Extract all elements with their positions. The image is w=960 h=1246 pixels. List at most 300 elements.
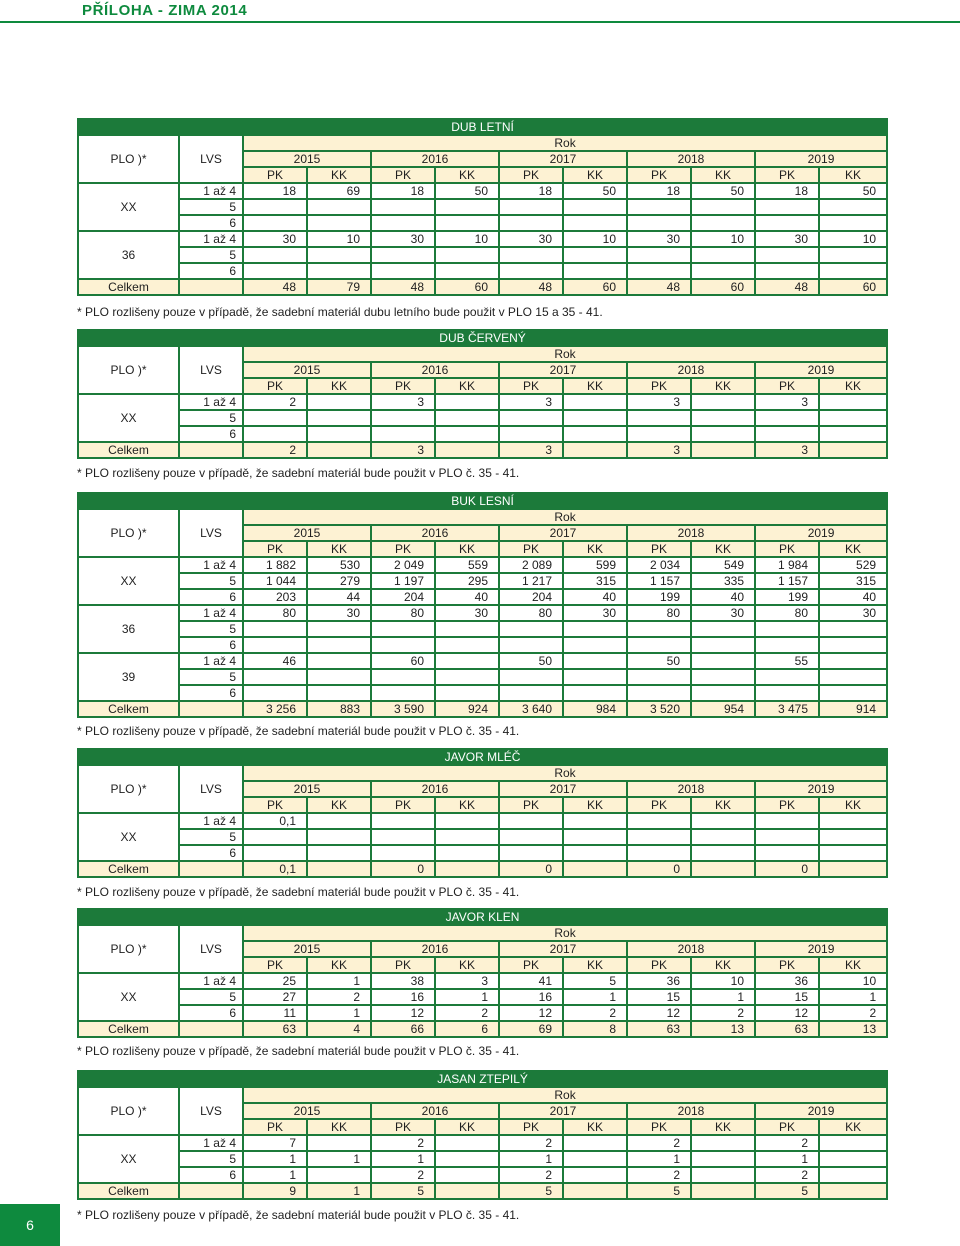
- value-cell: [244, 200, 308, 216]
- value-cell: [308, 654, 372, 670]
- kk-header: KK: [820, 379, 886, 395]
- year-header: 2019: [756, 1104, 886, 1120]
- value-cell: 2: [372, 1136, 436, 1152]
- year-header: 2015: [244, 363, 372, 379]
- value-cell: [372, 411, 436, 427]
- value-cell: [500, 814, 564, 830]
- total-cell: 5: [628, 1184, 692, 1198]
- table-row: [79, 232, 886, 248]
- total-cell: 0: [756, 862, 820, 876]
- plo-cell: XX: [79, 974, 180, 1022]
- table-footnote: * PLO rozlišeny pouze v případě, že sadební materiál bude použit v PLO č. 35 - 41.: [77, 1044, 520, 1058]
- celkem-label: Celkem: [79, 862, 180, 876]
- lvs-cell: 6: [180, 427, 244, 443]
- total-cell: 13: [692, 1022, 756, 1036]
- value-cell: [244, 216, 308, 232]
- value-cell: [564, 264, 628, 280]
- value-cell: 15: [756, 990, 820, 1006]
- value-cell: 50: [500, 654, 564, 670]
- pk-header: PK: [500, 1120, 564, 1136]
- value-cell: 203: [244, 590, 308, 606]
- value-cell: 18: [628, 184, 692, 200]
- value-cell: [500, 686, 564, 702]
- value-cell: [756, 427, 820, 443]
- kk-header: KK: [436, 1120, 500, 1136]
- value-cell: 10: [692, 974, 756, 990]
- total-cell: 1: [308, 1184, 372, 1198]
- pk-header: PK: [372, 958, 436, 974]
- plo-cell: 36: [79, 232, 180, 280]
- value-cell: [436, 814, 500, 830]
- value-cell: [692, 686, 756, 702]
- value-cell: [372, 830, 436, 846]
- value-cell: 2: [820, 1006, 886, 1022]
- table-row: [79, 395, 886, 411]
- pk-header: PK: [244, 168, 308, 184]
- value-cell: 50: [436, 184, 500, 200]
- value-cell: [628, 264, 692, 280]
- rok-row: [79, 766, 886, 782]
- value-cell: 2: [436, 1006, 500, 1022]
- year-header: 2017: [500, 526, 628, 542]
- kk-header: KK: [436, 542, 500, 558]
- value-cell: 30: [436, 606, 500, 622]
- value-cell: [628, 200, 692, 216]
- plo-cell: 39: [79, 654, 180, 702]
- table-title: DUB LETNÍ: [79, 120, 886, 136]
- value-cell: 2: [756, 1136, 820, 1152]
- data-table: [77, 492, 888, 718]
- table-footnote: * PLO rozlišeny pouze v případě, že sadební materiál bude použit v PLO č. 35 - 41.: [77, 1208, 520, 1222]
- value-cell: 12: [756, 1006, 820, 1022]
- total-row: [79, 280, 886, 294]
- value-cell: [820, 216, 886, 232]
- total-cell: 66: [372, 1022, 436, 1036]
- total-cell: 6: [436, 1022, 500, 1036]
- value-cell: [436, 686, 500, 702]
- value-cell: [564, 411, 628, 427]
- pk-header: PK: [500, 542, 564, 558]
- total-row: [79, 702, 886, 716]
- table-title: BUK LESNÍ: [79, 494, 886, 510]
- value-cell: [564, 395, 628, 411]
- value-cell: 30: [756, 232, 820, 248]
- value-cell: 199: [756, 590, 820, 606]
- pk-header: PK: [756, 168, 820, 184]
- value-cell: [692, 846, 756, 862]
- value-cell: [692, 427, 756, 443]
- kk-header: KK: [564, 168, 628, 184]
- value-cell: 30: [820, 606, 886, 622]
- celkem-label: Celkem: [79, 1022, 180, 1036]
- table-row: [79, 574, 886, 590]
- lvs-cell: 1 až 4: [180, 606, 244, 622]
- table-title: DUB ČERVENÝ: [79, 331, 886, 347]
- value-cell: 41: [500, 974, 564, 990]
- table-row: [79, 200, 886, 216]
- value-cell: [372, 686, 436, 702]
- lvs-cell: 1 až 4: [180, 184, 244, 200]
- total-cell: 924: [436, 702, 500, 716]
- value-cell: [820, 248, 886, 264]
- pk-header: PK: [500, 168, 564, 184]
- table-row: [79, 590, 886, 606]
- value-cell: [820, 830, 886, 846]
- pk-header: PK: [500, 379, 564, 395]
- value-cell: [756, 830, 820, 846]
- kk-header: KK: [692, 958, 756, 974]
- total-cell: 8: [564, 1022, 628, 1036]
- value-cell: [564, 846, 628, 862]
- table-title: JAVOR MLÉČ: [79, 750, 886, 766]
- value-cell: 2 034: [628, 558, 692, 574]
- value-cell: [372, 638, 436, 654]
- value-cell: 1: [308, 1152, 372, 1168]
- lvs-cell: 5: [180, 670, 244, 686]
- lvs-cell: 5: [180, 411, 244, 427]
- value-cell: 529: [820, 558, 886, 574]
- year-header: 2018: [628, 526, 756, 542]
- year-header: 2018: [628, 152, 756, 168]
- kk-header: KK: [692, 1120, 756, 1136]
- celkem-label: Celkem: [79, 702, 180, 716]
- value-cell: 1 044: [244, 574, 308, 590]
- pk-header: PK: [244, 1120, 308, 1136]
- value-cell: [564, 830, 628, 846]
- table-row: [79, 1006, 886, 1022]
- pk-header: PK: [372, 1120, 436, 1136]
- total-row: [79, 862, 886, 876]
- value-cell: 2: [628, 1136, 692, 1152]
- year-header: 2019: [756, 152, 886, 168]
- lvs-cell: 6: [180, 590, 244, 606]
- value-cell: [564, 427, 628, 443]
- value-cell: 1: [500, 1152, 564, 1168]
- value-cell: [564, 1168, 628, 1184]
- value-cell: [692, 830, 756, 846]
- value-cell: 36: [756, 974, 820, 990]
- value-cell: [692, 654, 756, 670]
- value-cell: 279: [308, 574, 372, 590]
- kk-header: KK: [692, 379, 756, 395]
- table-row: [79, 558, 886, 574]
- pk-header: PK: [756, 798, 820, 814]
- total-cell: 3 640: [500, 702, 564, 716]
- table-title-row: [79, 494, 886, 510]
- value-cell: [564, 248, 628, 264]
- value-cell: [820, 411, 886, 427]
- value-cell: [756, 686, 820, 702]
- value-cell: [436, 638, 500, 654]
- table-title: JASAN ZTEPILÝ: [79, 1072, 886, 1088]
- lvs-cell: 1 až 4: [180, 1136, 244, 1152]
- rok-row: [79, 136, 886, 152]
- value-cell: 40: [820, 590, 886, 606]
- kk-header: KK: [308, 168, 372, 184]
- value-cell: [372, 248, 436, 264]
- pk-header: PK: [244, 958, 308, 974]
- value-cell: 1 217: [500, 574, 564, 590]
- total-cell: 3 475: [756, 702, 820, 716]
- year-header: 2018: [628, 942, 756, 958]
- total-cell: 984: [564, 702, 628, 716]
- year-header: 2017: [500, 152, 628, 168]
- table-footnote: * PLO rozlišeny pouze v případě, že sadební materiál bude použit v PLO č. 35 - 41.: [77, 885, 520, 899]
- pk-header: PK: [756, 379, 820, 395]
- total-row: [79, 443, 886, 457]
- value-cell: 12: [628, 1006, 692, 1022]
- pk-header: PK: [756, 958, 820, 974]
- pk-header: PK: [500, 798, 564, 814]
- value-cell: [308, 264, 372, 280]
- value-cell: [564, 622, 628, 638]
- kk-header: KK: [692, 168, 756, 184]
- value-cell: 1 882: [244, 558, 308, 574]
- value-cell: [436, 1152, 500, 1168]
- table-row: [79, 216, 886, 232]
- value-cell: [692, 638, 756, 654]
- value-cell: 335: [692, 574, 756, 590]
- year-header: 2019: [756, 363, 886, 379]
- value-cell: 2: [628, 1168, 692, 1184]
- value-cell: 30: [564, 606, 628, 622]
- value-cell: [308, 622, 372, 638]
- value-cell: 10: [692, 232, 756, 248]
- lvs-header-cell: LVS: [180, 766, 244, 814]
- value-cell: [820, 1168, 886, 1184]
- value-cell: [564, 216, 628, 232]
- value-cell: [244, 264, 308, 280]
- rok-header: Rok: [244, 926, 886, 942]
- value-cell: [308, 1168, 372, 1184]
- table-row: [79, 990, 886, 1006]
- table-row: [79, 974, 886, 990]
- value-cell: 599: [564, 558, 628, 574]
- value-cell: [244, 411, 308, 427]
- value-cell: 27: [244, 990, 308, 1006]
- total-cell: 63: [244, 1022, 308, 1036]
- value-cell: [820, 814, 886, 830]
- total-cell: 914: [820, 702, 886, 716]
- year-header: 2016: [372, 782, 500, 798]
- total-cell: [436, 1184, 500, 1198]
- year-header: 2016: [372, 152, 500, 168]
- year-header: 2015: [244, 942, 372, 958]
- value-cell: 2 049: [372, 558, 436, 574]
- celkem-empty-cell: [180, 862, 244, 876]
- kk-header: KK: [820, 958, 886, 974]
- value-cell: 10: [308, 232, 372, 248]
- total-cell: [564, 1184, 628, 1198]
- plo-cell: XX: [79, 814, 180, 862]
- celkem-empty-cell: [180, 443, 244, 457]
- value-cell: [372, 200, 436, 216]
- total-cell: 69: [500, 1022, 564, 1036]
- celkem-label: Celkem: [79, 443, 180, 457]
- table-row: [79, 248, 886, 264]
- kk-header: KK: [308, 958, 372, 974]
- total-cell: 60: [436, 280, 500, 294]
- value-cell: 1: [308, 1006, 372, 1022]
- value-cell: 12: [372, 1006, 436, 1022]
- value-cell: [692, 670, 756, 686]
- value-cell: [628, 622, 692, 638]
- year-header: 2018: [628, 1104, 756, 1120]
- value-cell: 69: [308, 184, 372, 200]
- total-cell: 48: [244, 280, 308, 294]
- value-cell: 11: [244, 1006, 308, 1022]
- value-cell: [308, 248, 372, 264]
- year-header: 2016: [372, 526, 500, 542]
- value-cell: 1: [244, 1168, 308, 1184]
- value-cell: 2: [372, 1168, 436, 1184]
- value-cell: 3: [436, 974, 500, 990]
- value-cell: [820, 638, 886, 654]
- lvs-cell: 6: [180, 1006, 244, 1022]
- value-cell: [820, 846, 886, 862]
- value-cell: [820, 686, 886, 702]
- value-cell: [756, 814, 820, 830]
- total-cell: [308, 862, 372, 876]
- value-cell: 1: [372, 1152, 436, 1168]
- lvs-cell: 6: [180, 686, 244, 702]
- value-cell: [500, 264, 564, 280]
- value-cell: [436, 654, 500, 670]
- value-cell: 30: [372, 232, 436, 248]
- value-cell: [756, 248, 820, 264]
- lvs-cell: 1 až 4: [180, 974, 244, 990]
- total-cell: 2: [244, 443, 308, 457]
- lvs-cell: 6: [180, 1168, 244, 1184]
- pk-header: PK: [628, 542, 692, 558]
- year-header: 2015: [244, 1104, 372, 1120]
- value-cell: [692, 264, 756, 280]
- value-cell: 38: [372, 974, 436, 990]
- value-cell: 2: [244, 395, 308, 411]
- kk-header: KK: [308, 1120, 372, 1136]
- value-cell: [372, 427, 436, 443]
- value-cell: 2 089: [500, 558, 564, 574]
- value-cell: [500, 670, 564, 686]
- value-cell: [308, 638, 372, 654]
- value-cell: 60: [372, 654, 436, 670]
- plo-cell: XX: [79, 1136, 180, 1184]
- rok-header: Rok: [244, 1088, 886, 1104]
- value-cell: 1: [756, 1152, 820, 1168]
- total-cell: 883: [308, 702, 372, 716]
- value-cell: [756, 846, 820, 862]
- pk-header: PK: [628, 798, 692, 814]
- plo-cell: XX: [79, 184, 180, 232]
- value-cell: [628, 248, 692, 264]
- lvs-header-cell: LVS: [180, 347, 244, 395]
- table-row: [79, 606, 886, 622]
- total-cell: [436, 862, 500, 876]
- kk-header: KK: [436, 379, 500, 395]
- table-row: [79, 411, 886, 427]
- value-cell: [628, 686, 692, 702]
- value-cell: [692, 622, 756, 638]
- total-cell: 48: [756, 280, 820, 294]
- value-cell: [628, 830, 692, 846]
- plo-cell: XX: [79, 558, 180, 606]
- pk-header: PK: [372, 379, 436, 395]
- value-cell: 10: [564, 232, 628, 248]
- total-cell: 0: [372, 862, 436, 876]
- kk-header: KK: [436, 958, 500, 974]
- value-cell: [820, 200, 886, 216]
- value-cell: [244, 686, 308, 702]
- table-title-row: [79, 331, 886, 347]
- total-cell: 4: [308, 1022, 372, 1036]
- value-cell: 3: [628, 395, 692, 411]
- value-cell: 16: [372, 990, 436, 1006]
- kk-header: KK: [820, 798, 886, 814]
- value-cell: [244, 427, 308, 443]
- value-cell: [436, 216, 500, 232]
- value-cell: 18: [756, 184, 820, 200]
- value-cell: [308, 216, 372, 232]
- value-cell: 25: [244, 974, 308, 990]
- value-cell: [436, 395, 500, 411]
- value-cell: 204: [500, 590, 564, 606]
- value-cell: 199: [628, 590, 692, 606]
- lvs-cell: 6: [180, 638, 244, 654]
- value-cell: [436, 200, 500, 216]
- lvs-header-cell: LVS: [180, 926, 244, 974]
- total-row: [79, 1022, 886, 1036]
- value-cell: [308, 200, 372, 216]
- total-cell: [692, 1184, 756, 1198]
- header-rule: [0, 21, 960, 23]
- total-cell: [692, 443, 756, 457]
- value-cell: [436, 427, 500, 443]
- value-cell: 1: [820, 990, 886, 1006]
- value-cell: [244, 638, 308, 654]
- table-title-row: [79, 910, 886, 926]
- value-cell: [692, 1168, 756, 1184]
- total-cell: [564, 443, 628, 457]
- value-cell: 1 197: [372, 574, 436, 590]
- table-row: [79, 814, 886, 830]
- lvs-cell: 5: [180, 830, 244, 846]
- value-cell: 295: [436, 574, 500, 590]
- lvs-cell: 5: [180, 200, 244, 216]
- plo-cell: XX: [79, 395, 180, 443]
- plo-header-cell: PLO )*: [79, 926, 180, 974]
- value-cell: 30: [500, 232, 564, 248]
- value-cell: [692, 248, 756, 264]
- rok-row: [79, 1088, 886, 1104]
- table-footnote: * PLO rozlišeny pouze v případě, že sadební materiál dubu letního bude použit v PLO 15 a 35 - 41.: [77, 305, 603, 319]
- value-cell: [500, 427, 564, 443]
- kk-header: KK: [820, 542, 886, 558]
- value-cell: [628, 670, 692, 686]
- value-cell: [308, 395, 372, 411]
- year-header: 2019: [756, 526, 886, 542]
- value-cell: 80: [500, 606, 564, 622]
- total-cell: 79: [308, 280, 372, 294]
- page-number-box: [0, 1204, 60, 1246]
- pk-header: PK: [628, 1120, 692, 1136]
- pk-header: PK: [372, 168, 436, 184]
- value-cell: 1: [436, 990, 500, 1006]
- value-cell: 2: [500, 1168, 564, 1184]
- data-table: [77, 118, 888, 296]
- value-cell: 15: [628, 990, 692, 1006]
- plo-header-cell: PLO )*: [79, 136, 180, 184]
- lvs-cell: 5: [180, 622, 244, 638]
